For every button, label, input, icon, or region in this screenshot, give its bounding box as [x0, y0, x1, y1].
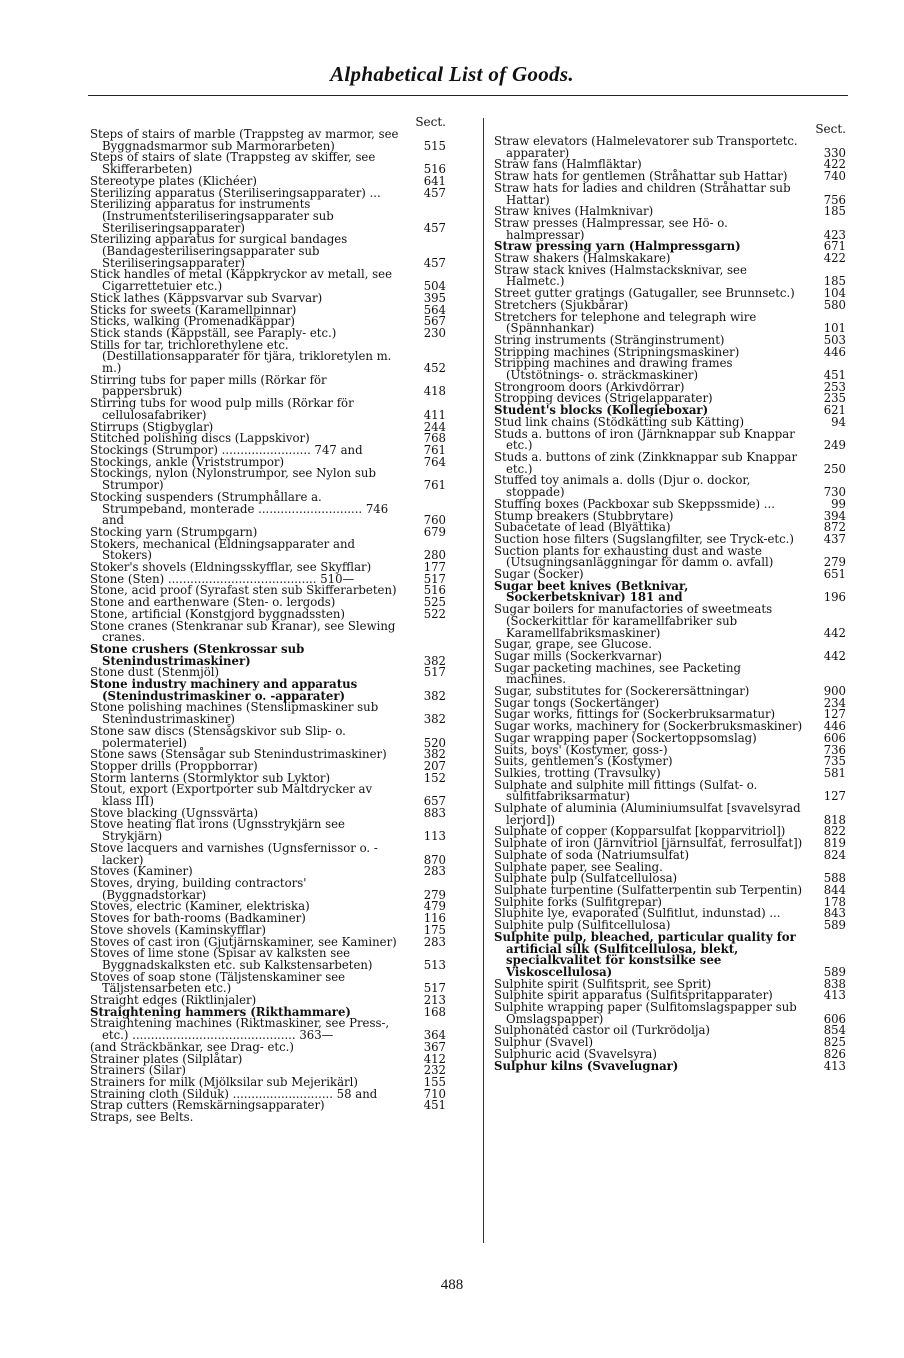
entry-section-number: 818: [823, 812, 846, 827]
entry-text: Sulphur (Svavel): [494, 1035, 594, 1050]
entry-text: Straw knives (Halmknivar): [494, 204, 654, 219]
entry-text: Stills for tar, trichlorethylene etc. (Destillationsapparater för tjära, trikloretylen m. m.): [90, 337, 392, 376]
entry-section-number: 764: [423, 454, 446, 469]
entry-text: Stone, acid proof (Syrafast sten sub Skifferarbeten): [90, 583, 397, 598]
entry-text: Stocking yarn (Strumpgarn): [90, 524, 258, 539]
index-entry: [90, 199, 446, 234]
entry-text: Stropping devices (Strigelapparater): [494, 391, 713, 406]
index-entry: [90, 129, 446, 152]
entry-section-number: 127: [823, 707, 846, 722]
index-entry: [494, 777, 846, 804]
entry-section-number: 516: [423, 162, 446, 177]
entry-text: Strainer plates (Silplåtar): [90, 1051, 243, 1066]
entry-text: Stoves of soap stone (Täljstenskaminer see Täljstensarbeten etc.): [90, 969, 346, 996]
entry-section-number: 883: [423, 805, 446, 820]
entry-text: Stone industry machinery and apparatus (Stenindustrimaskiner o. -apparater): [90, 677, 358, 703]
entry-section-number: 517: [423, 571, 446, 586]
entry-text: Storm lanterns (Stormlyktor sub Lyktor): [90, 770, 331, 785]
entry-text: Sulphite spirit apparatus (Sulfitspritapparater): [494, 988, 773, 1003]
entry-section-number: 761: [423, 478, 446, 493]
entry-section-number: 235: [823, 391, 846, 406]
index-entry: [90, 1112, 446, 1124]
entry-text: Stirring tubs for paper mills (Rörkar för pappersbruk): [90, 372, 327, 399]
index-entry: [90, 234, 446, 269]
entry-text: Sugar (Socker): [494, 567, 584, 582]
entry-text: Stone (Sten) ........................................ 510—: [90, 571, 355, 586]
entry-section-number: 99: [831, 496, 846, 511]
index-entry: [494, 660, 846, 687]
entry-text: Stripping machines (Stripningsmaskiner): [494, 344, 740, 359]
entry-section-number: 504: [423, 279, 446, 294]
index-entry: [494, 1002, 846, 1025]
entry-section-number: 382: [423, 653, 446, 668]
entry-text: Straw hats for gentlemen (Stråhattar sub Hattar): [494, 169, 788, 184]
entry-section-number: 283: [423, 864, 446, 879]
entry-section-number: 819: [823, 836, 846, 851]
entry-text: Straw fans (Halmfläktar): [494, 157, 642, 172]
entry-section-number: 736: [823, 742, 846, 757]
entry-text: Sulphate of aluminia (Aluminiumsulfat [svavelsyrad lerjord]): [494, 801, 801, 827]
entry-text: Student's blocks (Kollegieboxar): [494, 403, 709, 418]
index-entry: [494, 180, 846, 207]
index-entry: [494, 215, 846, 242]
entry-text: Stoves, drying, building contractors' (Byggnadstorkar): [90, 876, 307, 902]
index-entry: [494, 929, 846, 979]
entry-section-number: 382: [423, 688, 446, 703]
entry-section-number: 710: [423, 1086, 446, 1101]
entry-text: Stopper drills (Proppborrar): [90, 758, 258, 773]
index-entry: [90, 468, 446, 491]
entry-section-number: 580: [823, 297, 846, 312]
entry-section-number: 279: [423, 887, 446, 902]
entry-section-number: 279: [823, 555, 846, 570]
entry-text: Sugar, grape, see Glucose.: [494, 637, 652, 652]
right-column: [494, 124, 846, 1072]
entry-text: Sterilizing apparatus (Steriliseringsapparater) ...: [90, 185, 381, 200]
entry-section-number: 382: [423, 712, 446, 727]
index-entry: [90, 948, 446, 971]
entry-section-number: 822: [823, 824, 846, 839]
entry-section-number: 768: [423, 431, 446, 446]
index-entry: [494, 604, 846, 639]
entry-text: Sugar boilers for manufactories of sweetmeats (Sockerkittlar för karamellfabriker sub Karamellfabriksmaskiner): [494, 602, 773, 640]
entry-text: Stoves of cast iron (Gjutjärnskaminer, see Kaminer): [90, 934, 397, 949]
entry-section-number: 94: [831, 414, 846, 429]
entry-section-number: 330: [823, 145, 846, 160]
entry-text: Strainers (Silar): [90, 1063, 186, 1078]
entry-section-number: 168: [423, 1004, 446, 1019]
entry-text: Stoves of lime stone (Spisar av kalksten see Byggnadskalksten etc. sub Kalkstensarbeten): [90, 946, 373, 972]
entry-section-number: 761: [423, 442, 446, 457]
entry-section-number: 760: [423, 513, 446, 528]
entry-text: Stove lacquers and varnishes (Ugnsfernissor o. -lacker): [90, 840, 378, 867]
entry-section-number: 446: [823, 344, 846, 359]
entry-text: Straw pressing yarn (Halmpressgarn): [494, 239, 741, 254]
entry-text: Studs a. buttons of zink (Zinkknappar sub Knappar etc.): [494, 449, 798, 476]
entry-section-number: 413: [823, 1058, 846, 1073]
left-column: [90, 117, 446, 1124]
entry-text: Straw shakers (Halmskakare): [494, 251, 671, 266]
entry-section-number: 234: [823, 695, 846, 710]
entry-text: Sulkies, trotting (Travsulky): [494, 765, 661, 780]
entry-section-number: 520: [423, 735, 446, 750]
header-rule: [88, 95, 848, 96]
entry-text: Straining cloth (Silduk) ........................... 58 and: [90, 1086, 378, 1101]
entry-section-number: 838: [823, 976, 846, 991]
entry-section-number: 104: [823, 286, 846, 301]
entry-text: Suction hose filters (Sugslangfilter, see Tryck-etc.): [494, 531, 794, 546]
index-entry: [494, 475, 846, 498]
entry-section-number: 283: [423, 934, 446, 949]
entry-text: Stud link chains (Stödkätting sub Kätting): [494, 414, 745, 429]
entry-section-number: 843: [823, 906, 846, 921]
entry-text: Straw presses (Halmpressar, see Hö- o. halmpressar): [494, 215, 728, 242]
entry-text: Sugar mills (Sockerkvarnar): [494, 648, 662, 663]
entry-text: Stoker's shovels (Eldningsskyfflar, see Skyfflar): [90, 560, 372, 575]
entry-text: Stone cranes (Stenkranar sub Kranar), see Slewing cranes.: [90, 618, 396, 645]
entry-text: Stone saws (Stensågar sub Stenindustrimaskiner): [90, 747, 387, 762]
entry-text: Stick stands (Käppställ, see Paraply- etc.): [90, 325, 337, 340]
entry-section-number: 249: [823, 438, 846, 453]
entry-section-number: 253: [823, 379, 846, 394]
sect-label: Sect.: [815, 122, 846, 136]
entry-section-number: 213: [423, 993, 446, 1008]
entry-text: Suction plants for exhausting dust and waste (Utsugningsanläggningar för damm o. avfall): [494, 543, 774, 570]
entry-section-number: 452: [423, 361, 446, 376]
entry-section-number: 581: [823, 765, 846, 780]
index-entry: [90, 152, 446, 175]
entry-text: Stokers, mechanical (Eldningsapparater and Stokers): [90, 536, 355, 563]
entry-text: String instruments (Stränginstrument): [494, 332, 725, 347]
page-title: Alphabetical List of Goods.: [330, 62, 574, 86]
index-entry: [494, 1058, 846, 1073]
index-entry: [90, 679, 446, 702]
entry-section-number: 175: [423, 922, 446, 937]
entry-section-number: 589: [823, 918, 846, 933]
entry-text: Stove shovels (Kaminskyfflar): [90, 922, 266, 937]
entry-text: Steps of stairs of marble (Trappsteg av marmor, see Byggnadsmarmor sub Marmorarbeten): [90, 127, 399, 153]
index-entry: [494, 426, 846, 453]
entry-section-number: 437: [823, 531, 846, 546]
entry-section-number: 513: [423, 957, 446, 972]
entry-text: Sticks, walking (Promenadkäppar): [90, 314, 295, 329]
entry-text: Stoves (Kaminer): [90, 864, 193, 879]
entry-section-number: 730: [823, 485, 846, 500]
entry-text: Sulphite forks (Sulfitgrepar): [494, 894, 662, 909]
entry-section-number: 641: [423, 173, 446, 188]
entry-text: Straw hats for ladies and children (Stråhattar sub Hattar): [494, 180, 791, 207]
entry-section-number: 244: [423, 419, 446, 434]
entry-text: Suits, boys' (Kostymer, goss-): [494, 742, 668, 757]
entry-text: Stereotype plates (Klichéer): [90, 173, 257, 188]
entry-section-number: 367: [423, 1039, 446, 1054]
entry-text: Stone polishing machines (Stenslipmaskiner sub Stenindustrimaskiner): [90, 700, 379, 727]
index-entry: [90, 641, 446, 668]
entry-text: Stone and earthenware (Sten- o. lergods): [90, 595, 336, 610]
index-entry: [494, 449, 846, 476]
entry-text: Subacetate of lead (Blyättika): [494, 520, 671, 535]
index-entry: [90, 840, 446, 867]
entry-section-number: 101: [823, 321, 846, 336]
index-entry: [90, 878, 446, 901]
entry-section-number: 116: [423, 911, 446, 926]
entry-section-number: 127: [823, 789, 846, 804]
entry-text: Stocking suspenders (Strumphållare a. Strumpeband, monterade ............................ 746 and: [90, 489, 389, 528]
entry-section-number: 152: [423, 770, 446, 785]
entry-section-number: 457: [423, 255, 446, 270]
entry-text: Sulphate turpentine (Sulfatterpentin sub Terpentin): [494, 883, 803, 897]
entry-section-number: 413: [823, 988, 846, 1003]
entry-section-number: 196: [823, 590, 846, 605]
entry-text: Sugar wrapping paper (Sockertoppsomslag): [494, 730, 757, 745]
entry-section-number: 503: [823, 332, 846, 347]
entry-section-number: 740: [823, 169, 846, 184]
entry-section-number: 844: [823, 883, 846, 897]
entry-text: Stove blacking (Ugnssvärta): [90, 805, 259, 820]
entry-text: Strongroom doors (Arkivdörrar): [494, 379, 685, 394]
index-entry: [494, 578, 846, 605]
entry-text: Sulphate and sulphite mill fittings (Sulfat- o. sulfitfabriksarmatur): [494, 777, 758, 804]
entry-text: Sugar, substitutes for (Sockerersättningar): [494, 684, 750, 699]
entry-text: Sulphite wrapping paper (Sulfitomslagspapper sub Omslagspapper): [494, 1000, 797, 1026]
entry-section-number: 679: [423, 524, 446, 539]
entry-text: Suits, gentlemen's (Kostymer): [494, 754, 673, 769]
index-entry: [494, 309, 846, 336]
entry-text: Sterilizing apparatus for surgical bandages (Bandagesteriliseringsapparater sub Steriliseringsapparater): [90, 232, 348, 270]
entry-section-number: 207: [423, 758, 446, 773]
entry-text: Sugar packeting machines, see Packeting machines.: [494, 660, 742, 687]
entry-text: Sugar works, machinery for (Sockerbruksmaskiner): [494, 719, 803, 734]
index-entry: [90, 337, 446, 376]
entry-text: Sulphate of iron (Järnvitriol [järnsulfat, ferrosulfat]): [494, 836, 803, 851]
entry-section-number: 178: [823, 894, 846, 909]
entry-section-number: 457: [423, 220, 446, 235]
sect-label: Sect.: [415, 115, 446, 129]
entry-section-number: 394: [823, 508, 846, 523]
index-entry: [90, 372, 446, 399]
entry-text: Sulphate paper, see Sealing.: [494, 859, 663, 874]
entry-section-number: 177: [423, 560, 446, 575]
entry-section-number: 517: [423, 665, 446, 680]
entry-section-number: 364: [423, 1028, 446, 1043]
entry-text: Stove heating flat irons (Ugnsstrykjärn see Strykjärn): [90, 817, 345, 844]
entry-text: Studs a. buttons of iron (Järnknappar sub Knappar etc.): [494, 426, 795, 453]
entry-text: Stirring tubs for wood pulp mills (Rörkar för cellulosafabriker): [90, 396, 354, 422]
entry-section-number: 589: [823, 964, 846, 979]
entry-section-number: 621: [823, 403, 846, 418]
entry-section-number: 525: [423, 595, 446, 610]
entry-text: Sluphite lye, evaporated (Sulfitlut, indunstad) ...: [494, 906, 781, 921]
entry-text: Sterilizing apparatus for instruments (Instrumentsteriliseringsapparater sub Steriliseringsapparater): [90, 197, 334, 235]
entry-text: Straightening hammers (Rikthammare): [90, 1004, 351, 1019]
entry-section-number: 185: [823, 274, 846, 289]
entry-section-number: 588: [823, 871, 846, 886]
entry-section-number: 412: [423, 1051, 446, 1066]
entry-text: Sulphite pulp, bleached, particular quality for artificial silk (Sulfitcellulosa, blekt, specialkvalitet för konstsilke see Viskoscellulosa): [494, 929, 796, 979]
entry-text: Stout, export (Exportporter sub Maltdrycker av klass III): [90, 782, 373, 809]
entry-text: Steps of stairs of slate (Trappsteg av skiffer, see Skifferarbeten): [90, 150, 376, 177]
entry-text: Stone, artificial (Konstgjord byggnadssten): [90, 606, 345, 621]
index-entry: [90, 618, 446, 645]
entry-section-number: 250: [823, 461, 846, 476]
entry-section-number: 395: [423, 290, 446, 305]
entry-section-number: 232: [423, 1063, 446, 1078]
entry-section-number: 854: [823, 1023, 846, 1038]
entry-section-number: 870: [423, 852, 446, 867]
entry-section-number: 651: [823, 567, 846, 582]
entry-section-number: 517: [423, 981, 446, 996]
entry-section-number: 606: [823, 1011, 846, 1026]
entry-text: Stuffed toy animals a. dolls (Djur o. dockor, stoppade): [494, 473, 751, 500]
entry-text: Street gutter gratings (Gatugaller, see Brunnsetc.): [494, 286, 795, 301]
index-entry: [90, 269, 446, 292]
entry-text: Sulphate pulp (Sulfatcellulosa): [494, 871, 678, 886]
entry-text: Straw stack knives (Halmstacksknivar, see Halmetc.): [494, 262, 747, 289]
column-divider: [483, 118, 484, 1243]
entry-text: Stockings, ankle (Vriststrumpor): [90, 454, 285, 469]
index-entry: [90, 536, 446, 563]
entry-text: Strainers for milk (Mjölksilar sub Mejerikärl): [90, 1074, 358, 1089]
entry-section-number: 446: [823, 719, 846, 734]
entry-text: Stuffing boxes (Packboxar sub Skeppssmide) ...: [494, 496, 775, 511]
entry-section-number: 515: [423, 138, 446, 153]
entry-section-number: 756: [823, 192, 846, 207]
entry-text: Stirrups (Stigbyglar): [90, 419, 214, 434]
entry-section-number: 422: [823, 251, 846, 266]
entry-text: Sulphate of soda (Natriumsulfat): [494, 847, 690, 862]
index-entry: [494, 543, 846, 570]
entry-section-number: 826: [823, 1046, 846, 1061]
entry-text: Stone dust (Stenmjöl): [90, 665, 220, 680]
entry-section-number: 442: [823, 648, 846, 663]
index-entry: [90, 398, 446, 421]
entry-text: Sulphite pulp (Sulfitcellulosa): [494, 918, 671, 933]
entry-text: Stockings (Strumpor) ........................ 747 and: [90, 442, 363, 457]
entry-section-number: 422: [823, 157, 846, 172]
entry-text: Stripping machines and drawing frames (Utstötnings- o. sträckmaskiner): [494, 356, 733, 383]
entry-section-number: 567: [423, 314, 446, 329]
entry-text: Stump breakers (Stubbrytare): [494, 508, 674, 523]
entry-text: Stick lathes (Käppsvarvar sub Svarvar): [90, 290, 323, 305]
entry-section-number: 451: [823, 368, 846, 383]
entry-section-number: 451: [423, 1098, 446, 1113]
index-entry: [494, 136, 846, 159]
index-entry: [494, 262, 846, 289]
index-entry: [90, 702, 446, 725]
entry-text: Sugar beet knives (Betknivar, Sockerbetsknivar) 181 and: [494, 578, 689, 605]
entry-section-number: 606: [823, 730, 846, 745]
entry-section-number: 423: [823, 227, 846, 242]
entry-text: Sticks for sweets (Karamellpinnar): [90, 302, 297, 317]
index-entry: [494, 803, 846, 826]
entry-section-number: 442: [823, 625, 846, 640]
entry-section-number: 230: [423, 325, 446, 340]
entry-section-number: 657: [423, 794, 446, 809]
entry-text: Straight edges (Riktlinjaler): [90, 993, 257, 1008]
index-entry: [90, 723, 446, 750]
entry-text: Stitched polishing discs (Lappskivor): [90, 431, 310, 446]
entry-section-number: 479: [423, 899, 446, 914]
entry-section-number: 824: [823, 847, 846, 862]
entry-text: Sulphur kilns (Svavelugnar): [494, 1058, 679, 1073]
entry-text: Stoves, electric (Kaminer, elektriska): [90, 899, 310, 914]
entry-text: Stick handles of metal (Käppkryckor av metall, see Cigarrettetuier etc.): [90, 267, 392, 294]
entry-text: Stone saw discs (Stensågskivor sub Slip- o. polermateriel): [90, 723, 346, 750]
entry-section-number: 280: [423, 548, 446, 563]
entry-section-number: 564: [423, 302, 446, 317]
entry-text: Sugar works, fittings for (Sockerbruksarmatur): [494, 707, 776, 722]
entry-section-number: 155: [423, 1074, 446, 1089]
entry-section-number: 900: [823, 684, 846, 699]
entry-section-number: 418: [423, 384, 446, 399]
entry-text: Sulphonated castor oil (Turkrödolja): [494, 1023, 710, 1038]
entry-text: Strap cutters (Remskärningsapparater): [90, 1098, 325, 1113]
entry-section-number: 872: [823, 520, 846, 535]
entry-section-number: 382: [423, 747, 446, 762]
entry-text: Sulphuric acid (Svavelsyra): [494, 1046, 657, 1061]
entry-section-number: 522: [423, 606, 446, 621]
entry-section-number: 825: [823, 1035, 846, 1050]
entry-section-number: 735: [823, 754, 846, 769]
index-entry: [90, 489, 446, 528]
index-entry: [90, 819, 446, 842]
entry-section-number: 411: [423, 407, 446, 422]
entry-section-number: 516: [423, 583, 446, 598]
entry-text: Straw elevators (Halmelevatorer sub Transportetc. apparater): [494, 134, 798, 160]
index-entry: [90, 1018, 446, 1041]
entry-text: Stone crushers (Stenkrossar sub Stenindustrimaskiner): [90, 641, 305, 668]
entry-text: Stoves for bath-rooms (Badkaminer): [90, 911, 306, 926]
entry-text: Stretchers for telephone and telegraph wire (Spännhankar): [494, 309, 757, 336]
index-entry: [494, 358, 846, 381]
entry-text: Stockings, nylon (Nylonstrumpor, see Nylon sub Strumpor): [90, 466, 376, 493]
entry-text: Straps, see Belts.: [90, 1110, 194, 1125]
entry-text: Stretchers (Sjukbårar): [494, 297, 629, 312]
entry-section-number: 113: [423, 829, 446, 844]
entry-text: Sulphate of copper (Kopparsulfat [kopparvitriol]): [494, 824, 786, 839]
index-entry: [90, 969, 446, 996]
entry-text: Straightening machines (Riktmaskiner, see Press-, etc.) ............................................ 363—: [90, 1016, 390, 1043]
entry-section-number: 671: [823, 239, 846, 254]
index-entry: [90, 784, 446, 807]
entry-section-number: 185: [823, 204, 846, 219]
entry-text: Sugar tongs (Sockertänger): [494, 695, 660, 710]
entry-text: Sulphite spirit (Sulfitsprit, see Sprit): [494, 976, 712, 991]
entry-section-number: 457: [423, 185, 446, 200]
page-number: 488: [440, 1277, 464, 1293]
entry-text: (and Sträckbänkar, see Drag- etc.): [90, 1039, 294, 1054]
